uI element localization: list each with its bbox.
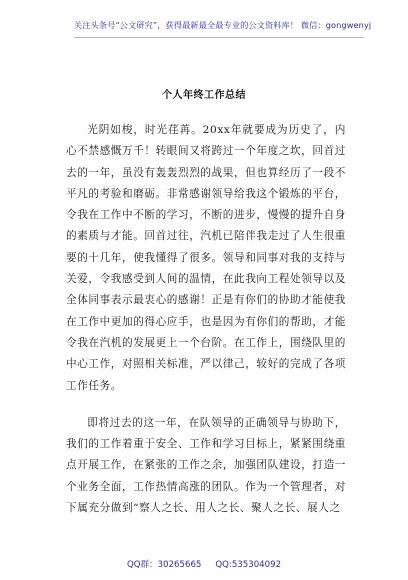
header-divider (74, 37, 364, 38)
footer-qq: QQ:535304092 (215, 560, 282, 570)
document-body (66, 120, 346, 519)
footer-contacts (0, 558, 408, 570)
header-notice: 关注头条号“公文研究”，获得最新最全最专业的公文资料库！ 微信：gongwenyj (74, 20, 372, 30)
body-paragraph-1: 光阴如梭，时光荏苒。20xx年就要成为历史了，内心不禁感慨万千！转眼间又将跨过一个年度之坎，回首过去的一年，虽没有轰轰烈烈的战果，但也算经历了一段不平凡的考验和磨砺。非常感谢领导给我这个锻炼的平台，令我在工作中不断的学习，不断的进步，慢慢的提升自身的素质与才能。回首过往，汽机已陪伴我走过了人生很重要的十几年，使我懂得了很多。领导和同事对我的支持与关爱，令我感受到人间的温情，在此我向工程处领导以及全体同事表示最衷心的感谢！正是有你们的协助才能使我在工作中更加的得心应手，也是因为有你们的帮助，才能令我在汽机的发展更上一个台阶。在工作上，围绕队里的中心工作，对照相关标准，严以律己，较好的完成了各项工作任务。 (66, 124, 346, 392)
document-title: 个人年终工作总结 (162, 90, 246, 101)
body-paragraph-2: 即将过去的这一年，在队领导的正确领导与协助下，我们的工作着重于安全、工作和学习目标上，紧紧围绕重点开展工作，在紧张的工作之余，加强团队建设，打造一个业务全面，工作热情高涨的团队。作为一个管理者，对下属充分做到“察人之长、用人之长、聚人之长、展人之 (66, 416, 346, 515)
footer-qq-group: QQ群：30265665 (126, 560, 202, 570)
